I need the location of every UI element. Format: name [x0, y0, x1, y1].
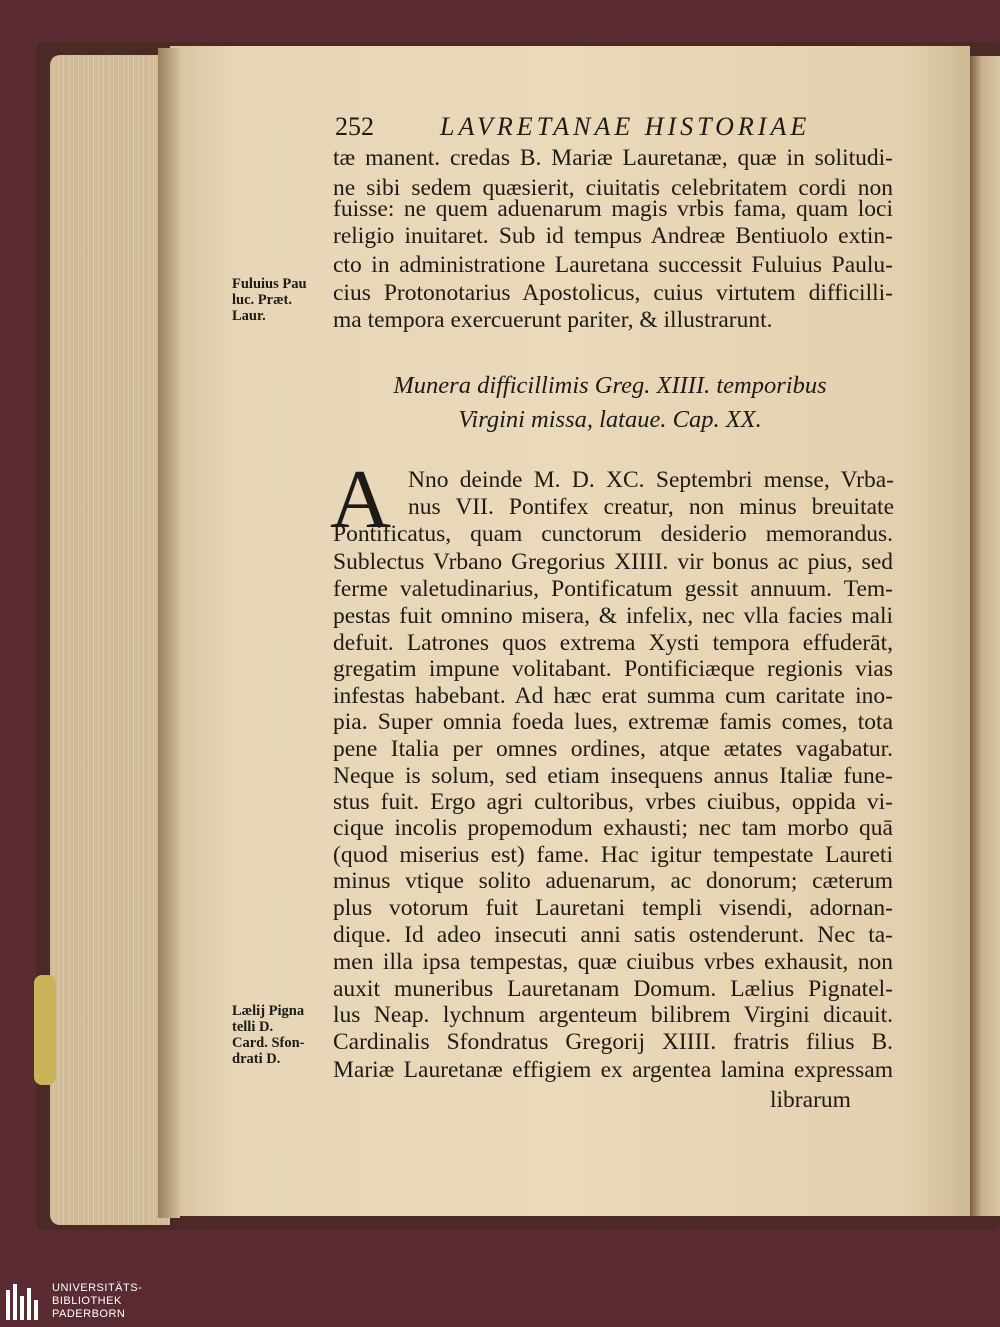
page-edges [50, 55, 170, 1225]
footer-bar [0, 1278, 1000, 1327]
body-line: cto in administratione Lauretana successit Fuluius Paulu- [333, 252, 893, 278]
body-line: minus vtique solito aduenarum, ac donorum; cæterum [333, 868, 893, 894]
running-title: LAVRETANAE HISTORIAE [440, 112, 811, 141]
body-line: (quod miserius est) fame. Hac igitur tempestate Laureti [333, 842, 893, 868]
body-line: Neque is solum, sed etiam insequens annus Italiæ fune- [333, 763, 893, 789]
page-number: 252 [335, 112, 374, 141]
margin-note-line: drati D. [232, 1051, 281, 1067]
margin-note-line: Fuluius Pau [232, 276, 307, 292]
chapter-heading-line-1: Munera difficillimis Greg. XIIII. temporibus [393, 372, 827, 399]
body-line: ma tempora exercuerunt pariter, & illustrarunt. [333, 307, 773, 333]
margin-note-fulvius [232, 276, 322, 324]
body-line: tæ manent. credas B. Mariæ Lauretanæ, quæ in solitudi- [333, 145, 893, 171]
body-line: pestas fuit omnino misera, & infelix, nec vlla facies mali [333, 603, 893, 629]
body-line: men illa ipsa tempestas, quæ ciuibus vrbes exhausit, non [333, 949, 893, 975]
book-clasp [34, 975, 56, 1085]
body-line: dique. Id adeo insecuti anni satis ostenderunt. Nec ta- [333, 922, 893, 948]
body-line: Pontificatus, quam cunctorum desiderio memorandus. [333, 521, 893, 547]
body-line: pia. Super omnia foeda lues, extremæ famis comes, tota [333, 709, 893, 735]
body-line: religio inuitaret. Sub id tempus Andreæ Bentiuolo extin- [333, 223, 893, 249]
logo-line: BIBLIOTHEK [52, 1295, 122, 1307]
body-line: Sublectus Vrbano Gregorius XIIII. vir bonus ac pius, sed [333, 549, 893, 575]
body-line: cique incolis propemodum exhausti; nec tam morbo quā [333, 815, 893, 841]
margin-note-line: Lælij Pigna [232, 1003, 305, 1019]
body-line: ferme valetudinarius, Pontificatum gessit annuum. Tem- [333, 576, 893, 602]
body-line: defuit. Latrones quos extrema Xysti tempora effuderāt, [333, 630, 893, 656]
body-line: lus Neap. lychnum argenteum bilibrem Virgini dicauit. [333, 1002, 893, 1028]
body-line: ne sibi sedem quæsierit, ciuitatis celebritatem cordi non [333, 175, 893, 201]
margin-note-line: telli D. [232, 1019, 274, 1035]
body-line: Mariæ Lauretanæ effigiem ex argentea lamina expressam [333, 1057, 893, 1083]
library-logo-text [52, 1282, 142, 1321]
body-line: stus fuit. Ergo agri cultoribus, vrbes ciuibus, oppida vi- [333, 789, 893, 815]
body-line: infestas habebant. Ad hæc erat summa cum caritate ino- [333, 683, 893, 709]
body-line: cius Protonotarius Apostolicus, cuius virtutem difficilli- [333, 280, 893, 306]
facing-page-edge [970, 56, 1000, 1216]
page-header [335, 112, 815, 148]
body-line: plus votorum fuit Lauretani templi visendi, adornan- [333, 895, 893, 921]
drop-cap: A [330, 453, 391, 546]
margin-note-line: luc. Præt. [232, 292, 292, 308]
binding-shadow [158, 48, 180, 1218]
margin-note-line: Laur. [232, 308, 266, 324]
catchword: librarum [770, 1087, 851, 1113]
logo-line: PADERBORN [52, 1308, 126, 1320]
library-logo-icon [6, 1284, 46, 1320]
margin-note-laelius [232, 1003, 322, 1067]
body-line: Nno deinde M. D. XC. Septembri mense, Vrba- [408, 467, 894, 493]
margin-note-line: Card. Sfon- [232, 1035, 305, 1051]
body-line: nus VII. Pontifex creatur, non minus breuitate [408, 494, 894, 520]
chapter-heading-line-2: Virgini missa, lataue. Cap. XX. [458, 406, 762, 433]
body-line: auxit muneribus Lauretanam Domum. Lælius Pignatel- [333, 976, 893, 1002]
logo-line: UNIVERSITÄTS- [52, 1282, 143, 1294]
body-line: fuisse: ne quem aduenarum magis vrbis fama, quam loci [333, 196, 893, 222]
body-line: gregatim impune volitabant. Pontificiæque regionis vias [333, 656, 893, 682]
body-line: pene Italia per omnes ordines, atque ætates vagabatur. [333, 736, 893, 762]
body-line: Cardinalis Sfondratus Gregorij XIIII. fratris filius B. [333, 1029, 893, 1055]
